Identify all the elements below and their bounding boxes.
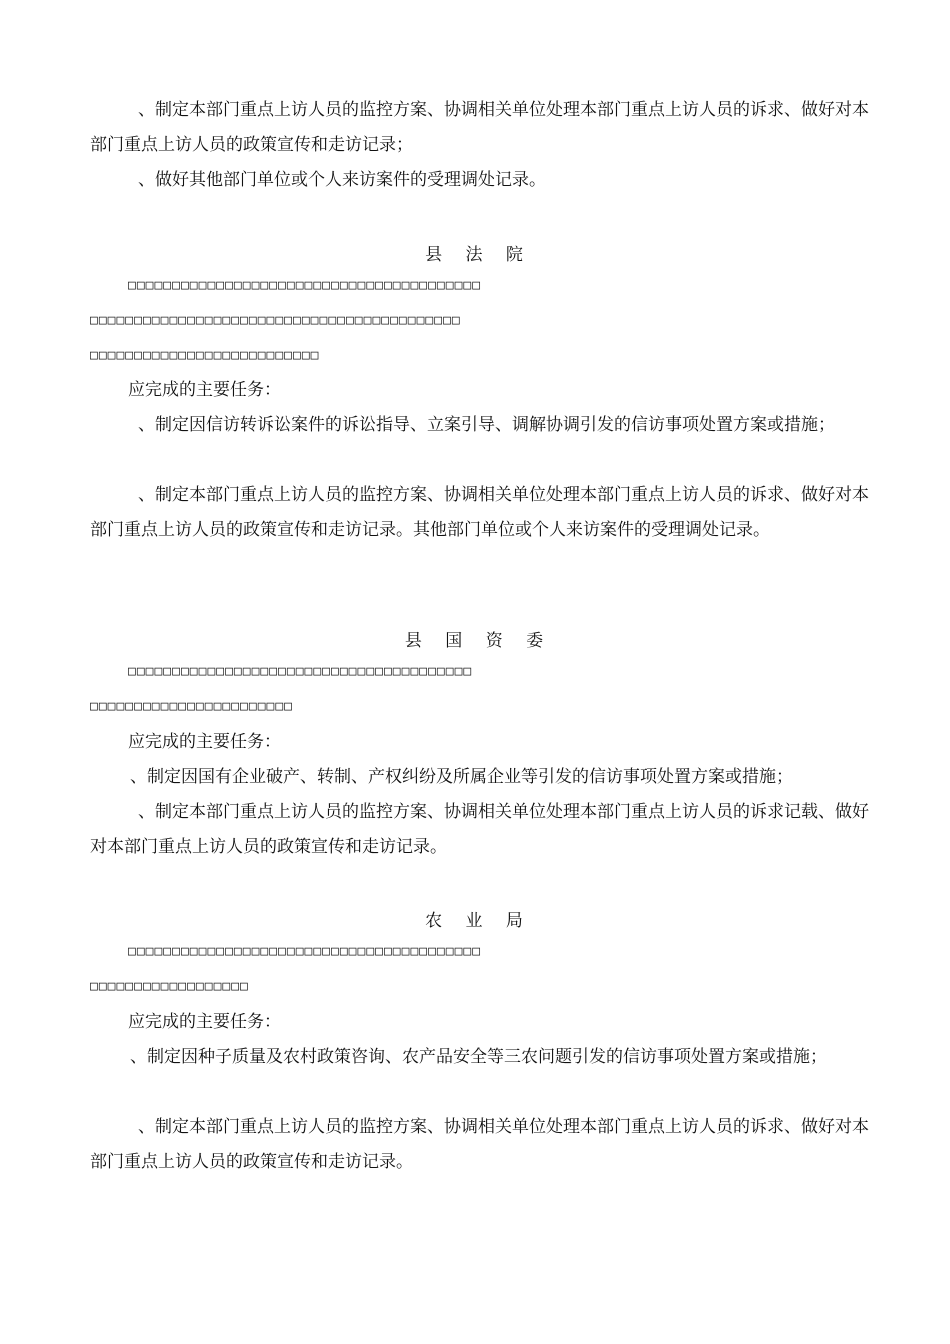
- garbled-text-line: □□□□□□□□□□□□□□□□□□□□□□□□□□□□□□□□□□□□□□□: [128, 664, 473, 679]
- garbled-text-line: □□□□□□□□□□□□□□□□□□□□□□□□□□□□□□□□□□□□□□□□□□: [90, 313, 461, 328]
- section-heading-sasac: 县 国 资 委: [404, 631, 546, 651]
- garbled-text-line: □□□□□□□□□□□□□□□□□□□□□□□□□□□□□□□□□□□□□□□□: [128, 944, 482, 959]
- task-item: 、制定本部门重点上访人员的监控方案、协调相关单位处理本部门重点上访人员的诉求、做好对本部门重点上访人员的政策宣传和走访记录。其他部门单位或个人来访案件的受理调处记录。: [90, 485, 869, 540]
- tasks-label: 应完成的主要任务：: [128, 732, 281, 752]
- section-heading-agriculture: 农 业 局: [425, 911, 525, 931]
- garbled-text-line: □□□□□□□□□□□□□□□□□□□□□□□: [90, 699, 294, 714]
- paragraph-other-visits: 、做好其他部门单位或个人来访案件的受理调处记录。: [138, 170, 546, 190]
- section-heading-court: 县 法 院: [425, 245, 525, 265]
- paragraph-monitoring-plan: 、制定本部门重点上访人员的监控方案、协调相关单位处理本部门重点上访人员的诉求、做好对本部门重点上访人员的政策宣传和走访记录；: [90, 100, 869, 155]
- garbled-text-line: □□□□□□□□□□□□□□□□□□: [90, 979, 249, 994]
- task-item: 、制定本部门重点上访人员的监控方案、协调相关单位处理本部门重点上访人员的诉求、做好对本部门重点上访人员的政策宣传和走访记录。: [90, 1117, 869, 1172]
- garbled-text-line: □□□□□□□□□□□□□□□□□□□□□□□□□□: [90, 348, 320, 363]
- task-item: 、制定因种子质量及农村政策咨询、农产品安全等三农问题引发的信访事项处置方案或措施；: [130, 1047, 827, 1067]
- tasks-label: 应完成的主要任务：: [128, 380, 281, 400]
- garbled-text-line: □□□□□□□□□□□□□□□□□□□□□□□□□□□□□□□□□□□□□□□□: [128, 278, 482, 293]
- task-item: 、制定因国有企业破产、转制、产权纠纷及所属企业等引发的信访事项处置方案或措施；: [130, 767, 793, 787]
- task-item: 、制定因信访转诉讼案件的诉讼指导、立案引导、调解协调引发的信访事项处置方案或措施；: [138, 415, 835, 435]
- tasks-label: 应完成的主要任务：: [128, 1012, 281, 1032]
- task-item: 、制定本部门重点上访人员的监控方案、协调相关单位处理本部门重点上访人员的诉求记载、做好对本部门重点上访人员的政策宣传和走访记录。: [90, 802, 869, 857]
